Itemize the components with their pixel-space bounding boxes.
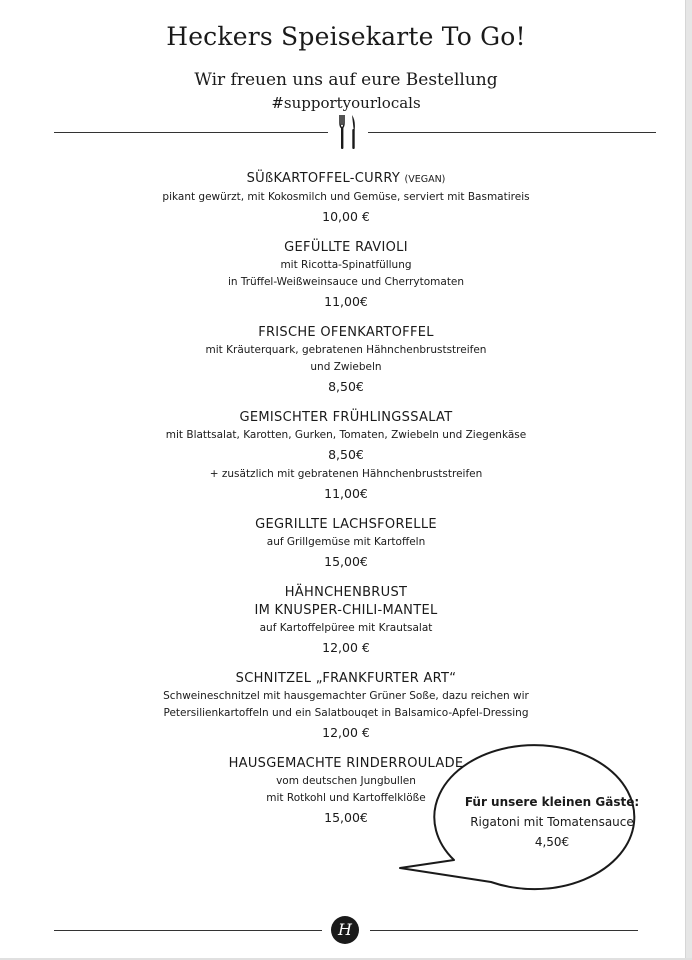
menu-item-description: in Trüffel-Weißweinsauce und Cherrytomaten [227, 276, 465, 288]
menu-item-description: auf Kartoffelpüree mit Krautsalat [259, 622, 433, 634]
menu-item-name: GEFÜLLTE RAVIOLI [284, 240, 408, 255]
menu-item-extra-price: 11,00€ [324, 486, 368, 501]
menu-item-price: 10,00 € [322, 209, 370, 224]
menu-item [0, 516, 692, 573]
menu-item-description: pikant gewürzt, mit Kokosmilch und Gemüse, serviert mit Basmatireis [162, 191, 530, 203]
menu-item-price: 8,50€ [328, 447, 364, 462]
menu-title: Heckers Speisekarte To Go! [166, 22, 526, 51]
menu-item-description: mit Ricotta-Spinatfüllung [280, 259, 412, 271]
menu-item-extra: + zusätzlich mit gebratenen Hähnchenbruststreifen [209, 468, 483, 480]
kids-menu-dish: Rigatoni mit Tomatensauce [470, 815, 634, 829]
kids-menu [452, 792, 652, 852]
menu-item-price: 15,00€ [324, 810, 368, 825]
menu-item-description: Schweineschnitzel mit hausgemachter Grüner Soße, dazu reichen wir [163, 690, 529, 702]
menu-item-description: mit Blattsalat, Karotten, Gurken, Tomaten, Zwiebeln und Ziegenkäse [165, 429, 527, 441]
kids-menu-price: 4,50€ [534, 835, 570, 849]
menu-item-name: FRISCHE OFENKARTOFFEL [258, 325, 434, 340]
vegan-tag: (VEGAN) [404, 174, 446, 185]
menu-item [0, 670, 692, 744]
menu-item-price: 15,00€ [324, 554, 368, 569]
menu-item-name-line2: IM KNUSPER-CHILI-MANTEL [254, 603, 438, 618]
fork-knife-icon [336, 113, 360, 151]
menu-item-description: mit Rotkohl und Kartoffelklöße [266, 792, 426, 804]
menu-item-price: 12,00 € [322, 640, 370, 655]
divider-left [54, 132, 328, 133]
footer-divider-left [54, 930, 322, 931]
menu-item-name: SÜßKARTOFFEL-CURRY (VEGAN) [246, 171, 446, 186]
menu-item-description: und Zwiebeln [310, 361, 382, 373]
menu-subtitle: Wir freuen uns auf eure Bestellung [194, 70, 498, 90]
menu-hashtag: #supportyourlocals [271, 94, 421, 112]
menu-item-description: mit Kräuterquark, gebratenen Hähnchenbruststreifen [205, 344, 487, 356]
menu-item-name: GEMISCHTER FRÜHLINGSSALAT [239, 410, 453, 425]
menu-item-description: auf Grillgemüse mit Kartoffeln [266, 536, 426, 548]
menu-list [0, 170, 692, 840]
divider-right [368, 132, 656, 133]
menu-item [0, 324, 692, 398]
menu-item-price: 12,00 € [322, 725, 370, 740]
menu-item [0, 584, 692, 659]
menu-item-name: SCHNITZEL „FRANKFURTER ART“ [235, 671, 457, 686]
footer-divider-right [370, 930, 638, 931]
menu-item-name: HÄHNCHENBRUST [284, 585, 408, 600]
menu-item-price: 11,00€ [324, 294, 368, 309]
menu-item-description: vom deutschen Jungbullen [276, 775, 416, 787]
kids-menu-title: Für unsere kleinen Gäste: [464, 795, 640, 809]
menu-item [0, 409, 692, 505]
menu-item-price: 8,50€ [328, 379, 364, 394]
menu-item [0, 239, 692, 313]
logo-icon: H [331, 916, 359, 944]
menu-item-name: GEGRILLTE LACHSFORELLE [255, 517, 437, 532]
menu-item-name: HAUSGEMACHTE RINDERROULADE [228, 756, 464, 771]
menu-item [0, 170, 692, 228]
menu-item-description: Petersilienkartoffeln und ein Salatbouqet in Balsamico-Apfel-Dressing [163, 707, 529, 719]
